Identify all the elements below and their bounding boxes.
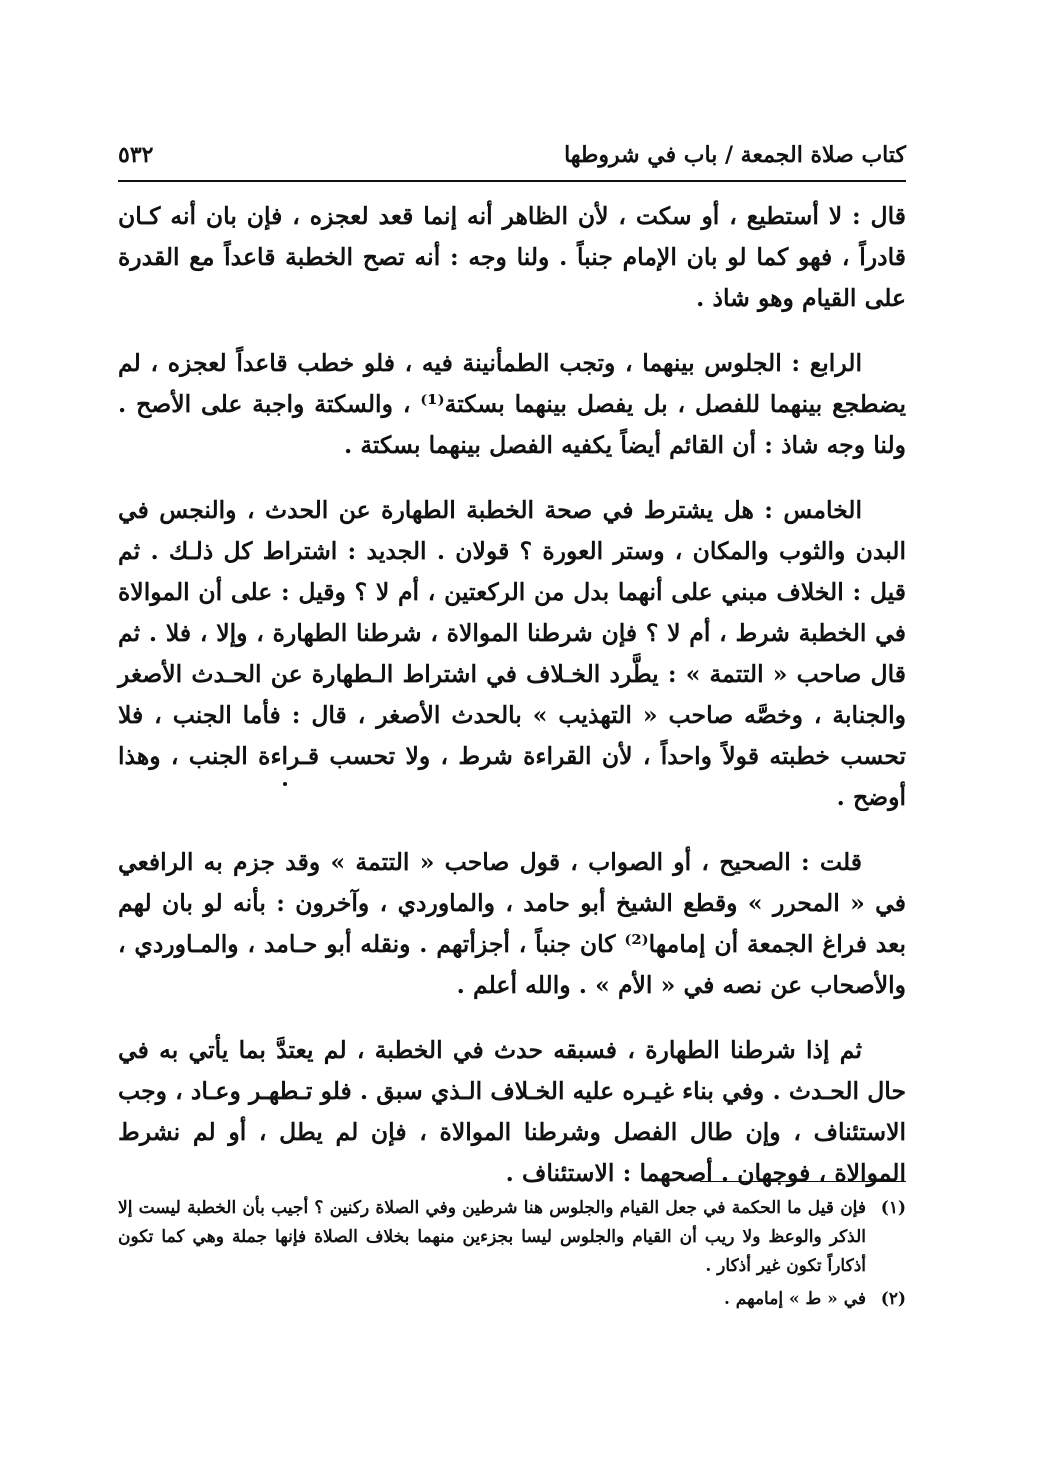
footnote-divider [700,1181,906,1182]
paragraph: الخامس : هل يشترط في صحة الخطبة الطهارة عن الحدث ، والنجس في البدن والثوب والمكان ، وستر العورة ؟ قولان . الجديد : اشتراط كل ذلـك . ثم قيل : الخلاف مبني على أنهما بدل من الركعتين ، أم لا ؟ وقيل : على أن الموالاة في الخطبة شرط ، أم لا ؟ فإن شرطنا الموالاة ، شرطنا الطهارة ، وإلا ، فلا . ثم قال صاحب « التتمة » : يطَّرد الخـلاف في اشتراط الـطهارة عن الحـدث الأصغر والجنابة ، وخصَّه صاحب « التهذيب » بالحدث الأصغر ، قال : فأما الجنب ، فلا تحسب خطبته قولاً واحداً ، لأن القراءة شرط ، ولا تحسب قـراءة الجنب ، وهذا أوضح . [118,496,906,811]
footnote-text: فإن قيل ما الحكمة في جعل القيام والجلوس هنا شرطين وفي الصلاة ركنين ؟ أجيب بأن الخطبة ليست إلا الذكر والوعظ ولا ريب أن القيام والجلوس ليسا بجزءين منهما بخلاف الصلاة فإنها جملة وهي كما تكون أذكاراً تكون غير أذكار . [118,1198,866,1276]
footnotes [118,1194,906,1314]
running-header [118,138,906,172]
footnote-number: (١) [880,1198,906,1218]
header-divider [118,180,906,182]
footnote-1 [118,1194,906,1281]
page-number: ٥٣٢ [118,142,154,168]
footnote-text: في « ط » إمامهم . [723,1289,866,1309]
footnote-2 [118,1285,906,1314]
paragraph: قال : لا أستطيع ، أو سكت ، لأن الظاهر أنه إنما قعد لعجزه ، فإن بان أنه كـان قادراً ، فهو كما لو بان الإمام جنباً . ولنا وجه : أنه تصح الخطبة قاعداً مع القدرة على القيام وهو شاذ . [118,202,906,312]
paragraph: ثم إذا شرطنا الطهارة ، فسبقه حدث في الخطبة ، لم يعتدَّ بما يأتي به في حال الحـدث . وفي بناء غيـره عليه الخـلاف الـذي سبق . فلو تـطهـر وعـاد ، وجب الاستئناف ، وإن طال الفصل وشرطنا الموالاة ، فإن لم يطل ، أو لم نشرط الموالاة ، فوجهان . أصحهما : الاستئناف . [118,1036,906,1187]
paragraph: قلت : الصحيح ، أو الصواب ، قول صاحب « التتمة » وقد جزم به الرافعي في « المحرر » وقطع الشيخ أبو حامد ، والماوردي ، وآخرون : بأنه لو بان لهم بعد فراغ الجمعة أن إمامها⁽²⁾ كان جنباً ، أجزأتهم . ونقله أبو حـامد ، والمـاوردي ، والأصحاب عن نصه في « الأم » . والله أعلم . [118,848,906,999]
footnote-number: (٢) [880,1289,906,1309]
main-text [118,196,906,1218]
header-title: كتاب صلاة الجمعة / باب في شروطها [564,142,906,168]
stray-ink-dot [283,782,287,786]
paragraph: الرابع : الجلوس بينهما ، وتجب الطمأنينة فيه ، فلو خطب قاعداً لعجزه ، لم يضطجع بينهما للفصل ، بل يفصل بينهما بسكتة⁽¹⁾ ، والسكتة واجبة على الأصح . ولنا وجه شاذ : أن القائم أيضاً يكفيه الفصل بينهما بسكتة . [118,349,906,459]
